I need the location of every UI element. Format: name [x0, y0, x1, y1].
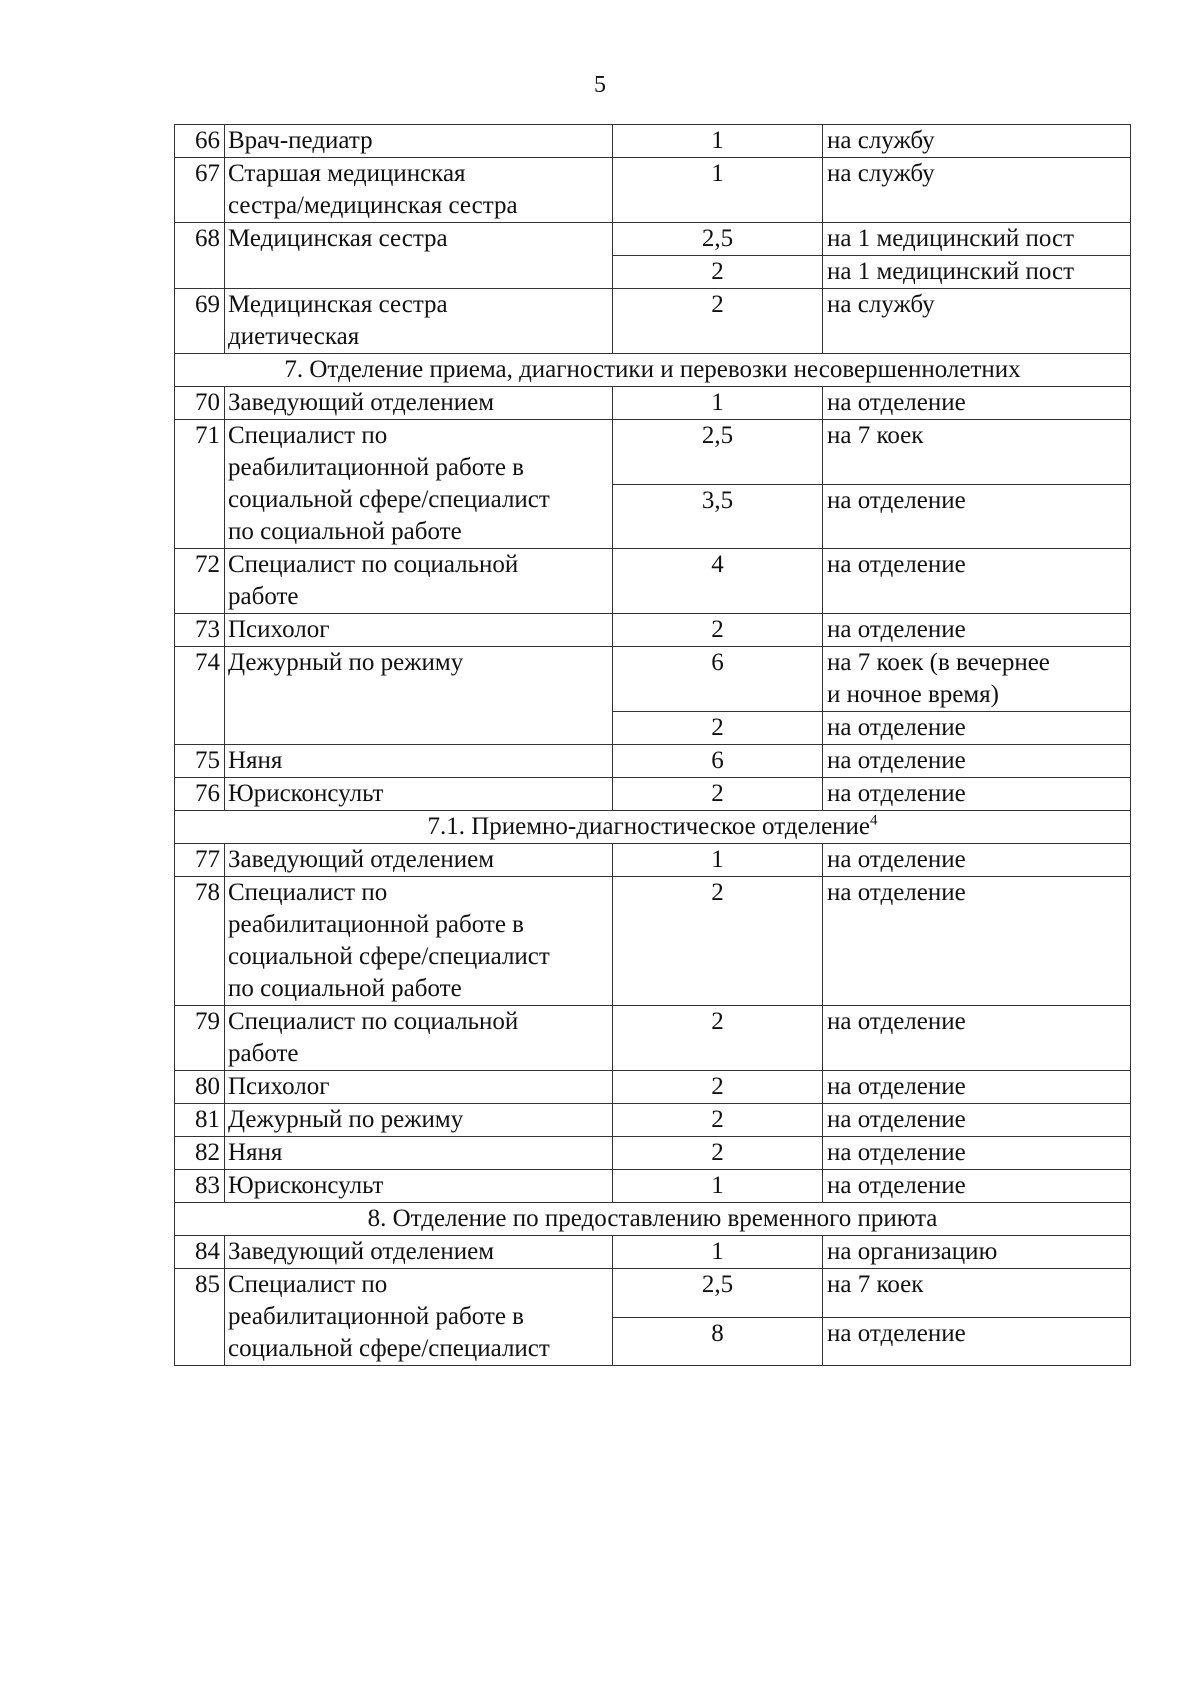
position-line: Заведующий отделением	[228, 1238, 495, 1265]
table-row	[175, 549, 1131, 614]
position-line: Няня	[228, 1139, 283, 1166]
section-row	[175, 354, 1131, 387]
quantity-cell: 1	[613, 158, 823, 223]
position-cell	[225, 1170, 613, 1203]
quantity-cell: 6	[613, 647, 823, 712]
row-number: 76	[175, 778, 225, 811]
section-title: 8. Отделение по предоставлению временного приюта	[367, 1205, 938, 1232]
unit-cell	[823, 1269, 1131, 1318]
row-number: 84	[175, 1236, 225, 1269]
unit-cell	[823, 256, 1131, 289]
unit-line: на отделение	[827, 616, 966, 643]
unit-cell	[823, 549, 1131, 614]
row-number: 77	[175, 844, 225, 877]
table-row	[175, 877, 1131, 1006]
table-row	[175, 745, 1131, 778]
unit-cell	[823, 778, 1131, 811]
quantity-cell: 6	[613, 745, 823, 778]
quantity-cell: 1	[613, 1170, 823, 1203]
position-line: Старшая медицинская	[228, 160, 466, 187]
quantity-cell: 2,5	[613, 223, 823, 256]
table-row	[175, 614, 1131, 647]
section-title-cell	[175, 811, 1131, 844]
unit-line: на отделение	[827, 846, 966, 873]
row-number: 71	[175, 420, 225, 549]
table-row	[175, 1071, 1131, 1104]
row-number: 85	[175, 1269, 225, 1366]
position-cell	[225, 1071, 613, 1104]
unit-cell	[823, 484, 1131, 549]
unit-line: на службу	[827, 160, 935, 187]
row-number: 72	[175, 549, 225, 614]
staffing-table-body	[175, 125, 1131, 1366]
row-number: 68	[175, 223, 225, 289]
position-line: Юрисконсульт	[228, 780, 384, 807]
quantity-cell: 2	[613, 1006, 823, 1071]
position-line: Специалист по	[228, 1271, 388, 1298]
section-title-cell	[175, 1203, 1131, 1236]
table-row	[175, 1236, 1131, 1269]
quantity-cell: 8	[613, 1317, 823, 1366]
quantity-cell: 2,5	[613, 420, 823, 485]
section-title-cell	[175, 354, 1131, 387]
position-line: Специалист по	[228, 422, 388, 449]
unit-cell	[823, 745, 1131, 778]
unit-line: на отделение	[827, 747, 966, 774]
position-cell	[225, 614, 613, 647]
table-row	[175, 158, 1131, 223]
unit-cell	[823, 877, 1131, 1006]
table-row	[175, 1104, 1131, 1137]
quantity-cell: 1	[613, 387, 823, 420]
table-row	[175, 1170, 1131, 1203]
unit-line: на отделение	[827, 1008, 966, 1035]
quantity-cell: 1	[613, 844, 823, 877]
unit-line: на отделение	[827, 780, 966, 807]
table-row	[175, 1137, 1131, 1170]
row-number: 80	[175, 1071, 225, 1104]
position-cell	[225, 387, 613, 420]
unit-cell	[823, 614, 1131, 647]
quantity-cell: 2	[613, 614, 823, 647]
footnote-mark: 4	[870, 812, 878, 829]
position-cell	[225, 158, 613, 223]
unit-cell	[823, 712, 1131, 745]
position-cell	[225, 778, 613, 811]
section-row	[175, 811, 1131, 844]
section-title: 7. Отделение приема, диагностики и перевозки несовершеннолетних	[284, 356, 1021, 383]
position-cell	[225, 647, 613, 745]
position-line: Юрисконсульт	[228, 1172, 384, 1199]
position-line: Заведующий отделением	[228, 846, 495, 873]
quantity-cell: 2	[613, 1071, 823, 1104]
row-number: 70	[175, 387, 225, 420]
position-line: диетическая	[228, 323, 360, 350]
position-line: Психолог	[228, 1073, 330, 1100]
row-number: 81	[175, 1104, 225, 1137]
unit-cell	[823, 1236, 1131, 1269]
unit-cell	[823, 420, 1131, 485]
table-row	[175, 420, 1131, 485]
row-number: 82	[175, 1137, 225, 1170]
unit-line: на 7 коек	[827, 1271, 924, 1298]
position-line: Няня	[228, 747, 283, 774]
unit-line: на отделение	[827, 389, 966, 416]
unit-line: на организацию	[827, 1238, 998, 1265]
quantity-cell: 2	[613, 1137, 823, 1170]
position-cell	[225, 1236, 613, 1269]
page-number: 5	[594, 72, 606, 98]
table-row	[175, 778, 1131, 811]
quantity-cell: 2	[613, 712, 823, 745]
unit-cell	[823, 125, 1131, 158]
table-row	[175, 1006, 1131, 1071]
position-cell	[225, 420, 613, 549]
position-cell	[225, 844, 613, 877]
position-cell	[225, 125, 613, 158]
unit-cell	[823, 1137, 1131, 1170]
unit-line: на отделение	[827, 486, 966, 514]
position-line: Врач-педиатр	[228, 127, 373, 154]
position-line: реабилитационной работе в	[228, 1303, 524, 1330]
unit-line: на отделение	[827, 714, 966, 741]
unit-line: на службу	[827, 291, 935, 318]
table-row	[175, 387, 1131, 420]
unit-cell	[823, 289, 1131, 354]
position-line: сестра/медицинская сестра	[228, 192, 518, 219]
position-line: Специалист по социальной	[228, 1008, 519, 1035]
position-line: социальной сфере/специалист	[228, 486, 550, 513]
quantity-cell: 2	[613, 289, 823, 354]
position-line: социальной сфере/специалист	[228, 1335, 550, 1362]
table-row	[175, 223, 1131, 256]
unit-line: на отделение	[827, 1106, 966, 1133]
unit-line: на 7 коек (в вечернее	[827, 649, 1050, 676]
position-line: по социальной работе	[228, 518, 462, 545]
table-row	[175, 844, 1131, 877]
unit-line: на отделение	[827, 1172, 966, 1199]
position-line: Психолог	[228, 616, 330, 643]
row-number: 73	[175, 614, 225, 647]
position-line: реабилитационной работе в	[228, 911, 524, 938]
staffing-table	[174, 124, 1131, 1366]
position-line: Дежурный по режиму	[228, 1106, 464, 1133]
position-cell	[225, 1006, 613, 1071]
table-row	[175, 647, 1131, 712]
position-line: Медицинская сестра	[228, 291, 448, 318]
position-cell	[225, 1269, 613, 1366]
position-cell	[225, 745, 613, 778]
quantity-cell: 4	[613, 549, 823, 614]
unit-cell	[823, 1170, 1131, 1203]
quantity-cell: 2	[613, 256, 823, 289]
table-row	[175, 289, 1131, 354]
position-cell	[225, 549, 613, 614]
section-title: 7.1. Приемно-диагностическое отделение	[427, 813, 871, 840]
position-cell	[225, 877, 613, 1006]
position-line: Специалист по социальной	[228, 551, 519, 578]
position-line: Специалист по	[228, 879, 388, 906]
unit-cell	[823, 158, 1131, 223]
position-cell	[225, 1137, 613, 1170]
unit-line: на отделение	[827, 879, 966, 906]
position-line: Заведующий отделением	[228, 389, 495, 416]
position-line: работе	[228, 583, 299, 610]
row-number: 74	[175, 647, 225, 745]
row-number: 69	[175, 289, 225, 354]
unit-line: на отделение	[827, 1073, 966, 1100]
unit-line: на отделение	[827, 1319, 966, 1347]
unit-cell	[823, 1006, 1131, 1071]
position-cell	[225, 223, 613, 289]
quantity-cell: 2	[613, 1104, 823, 1137]
row-number: 78	[175, 877, 225, 1006]
position-cell	[225, 289, 613, 354]
row-number: 79	[175, 1006, 225, 1071]
unit-cell	[823, 844, 1131, 877]
unit-line: на 1 медицинский пост	[827, 258, 1075, 285]
unit-line: на службу	[827, 127, 935, 154]
unit-cell	[823, 647, 1131, 712]
quantity-cell: 1	[613, 125, 823, 158]
unit-line: и ночное время)	[827, 681, 1000, 708]
unit-cell	[823, 1071, 1131, 1104]
table-row	[175, 1269, 1131, 1318]
unit-line: на отделение	[827, 1139, 966, 1166]
row-number: 66	[175, 125, 225, 158]
position-line: реабилитационной работе в	[228, 454, 524, 481]
position-line: работе	[228, 1040, 299, 1067]
quantity-cell: 2	[613, 778, 823, 811]
quantity-cell: 1	[613, 1236, 823, 1269]
position-line: социальной сфере/специалист	[228, 943, 550, 970]
quantity-cell: 2,5	[613, 1269, 823, 1318]
quantity-cell: 2	[613, 877, 823, 1006]
unit-line: на отделение	[827, 551, 966, 578]
position-line: Дежурный по режиму	[228, 649, 464, 676]
unit-line: на 1 медицинский пост	[827, 225, 1075, 252]
position-cell	[225, 1104, 613, 1137]
unit-line: на 7 коек	[827, 422, 924, 449]
unit-cell	[823, 223, 1131, 256]
row-number: 67	[175, 158, 225, 223]
quantity-cell: 3,5	[613, 484, 823, 549]
position-line: Медицинская сестра	[228, 225, 448, 252]
row-number: 83	[175, 1170, 225, 1203]
table-row	[175, 125, 1131, 158]
unit-cell	[823, 1317, 1131, 1366]
position-line: по социальной работе	[228, 975, 462, 1002]
unit-cell	[823, 387, 1131, 420]
row-number: 75	[175, 745, 225, 778]
unit-cell	[823, 1104, 1131, 1137]
section-row	[175, 1203, 1131, 1236]
